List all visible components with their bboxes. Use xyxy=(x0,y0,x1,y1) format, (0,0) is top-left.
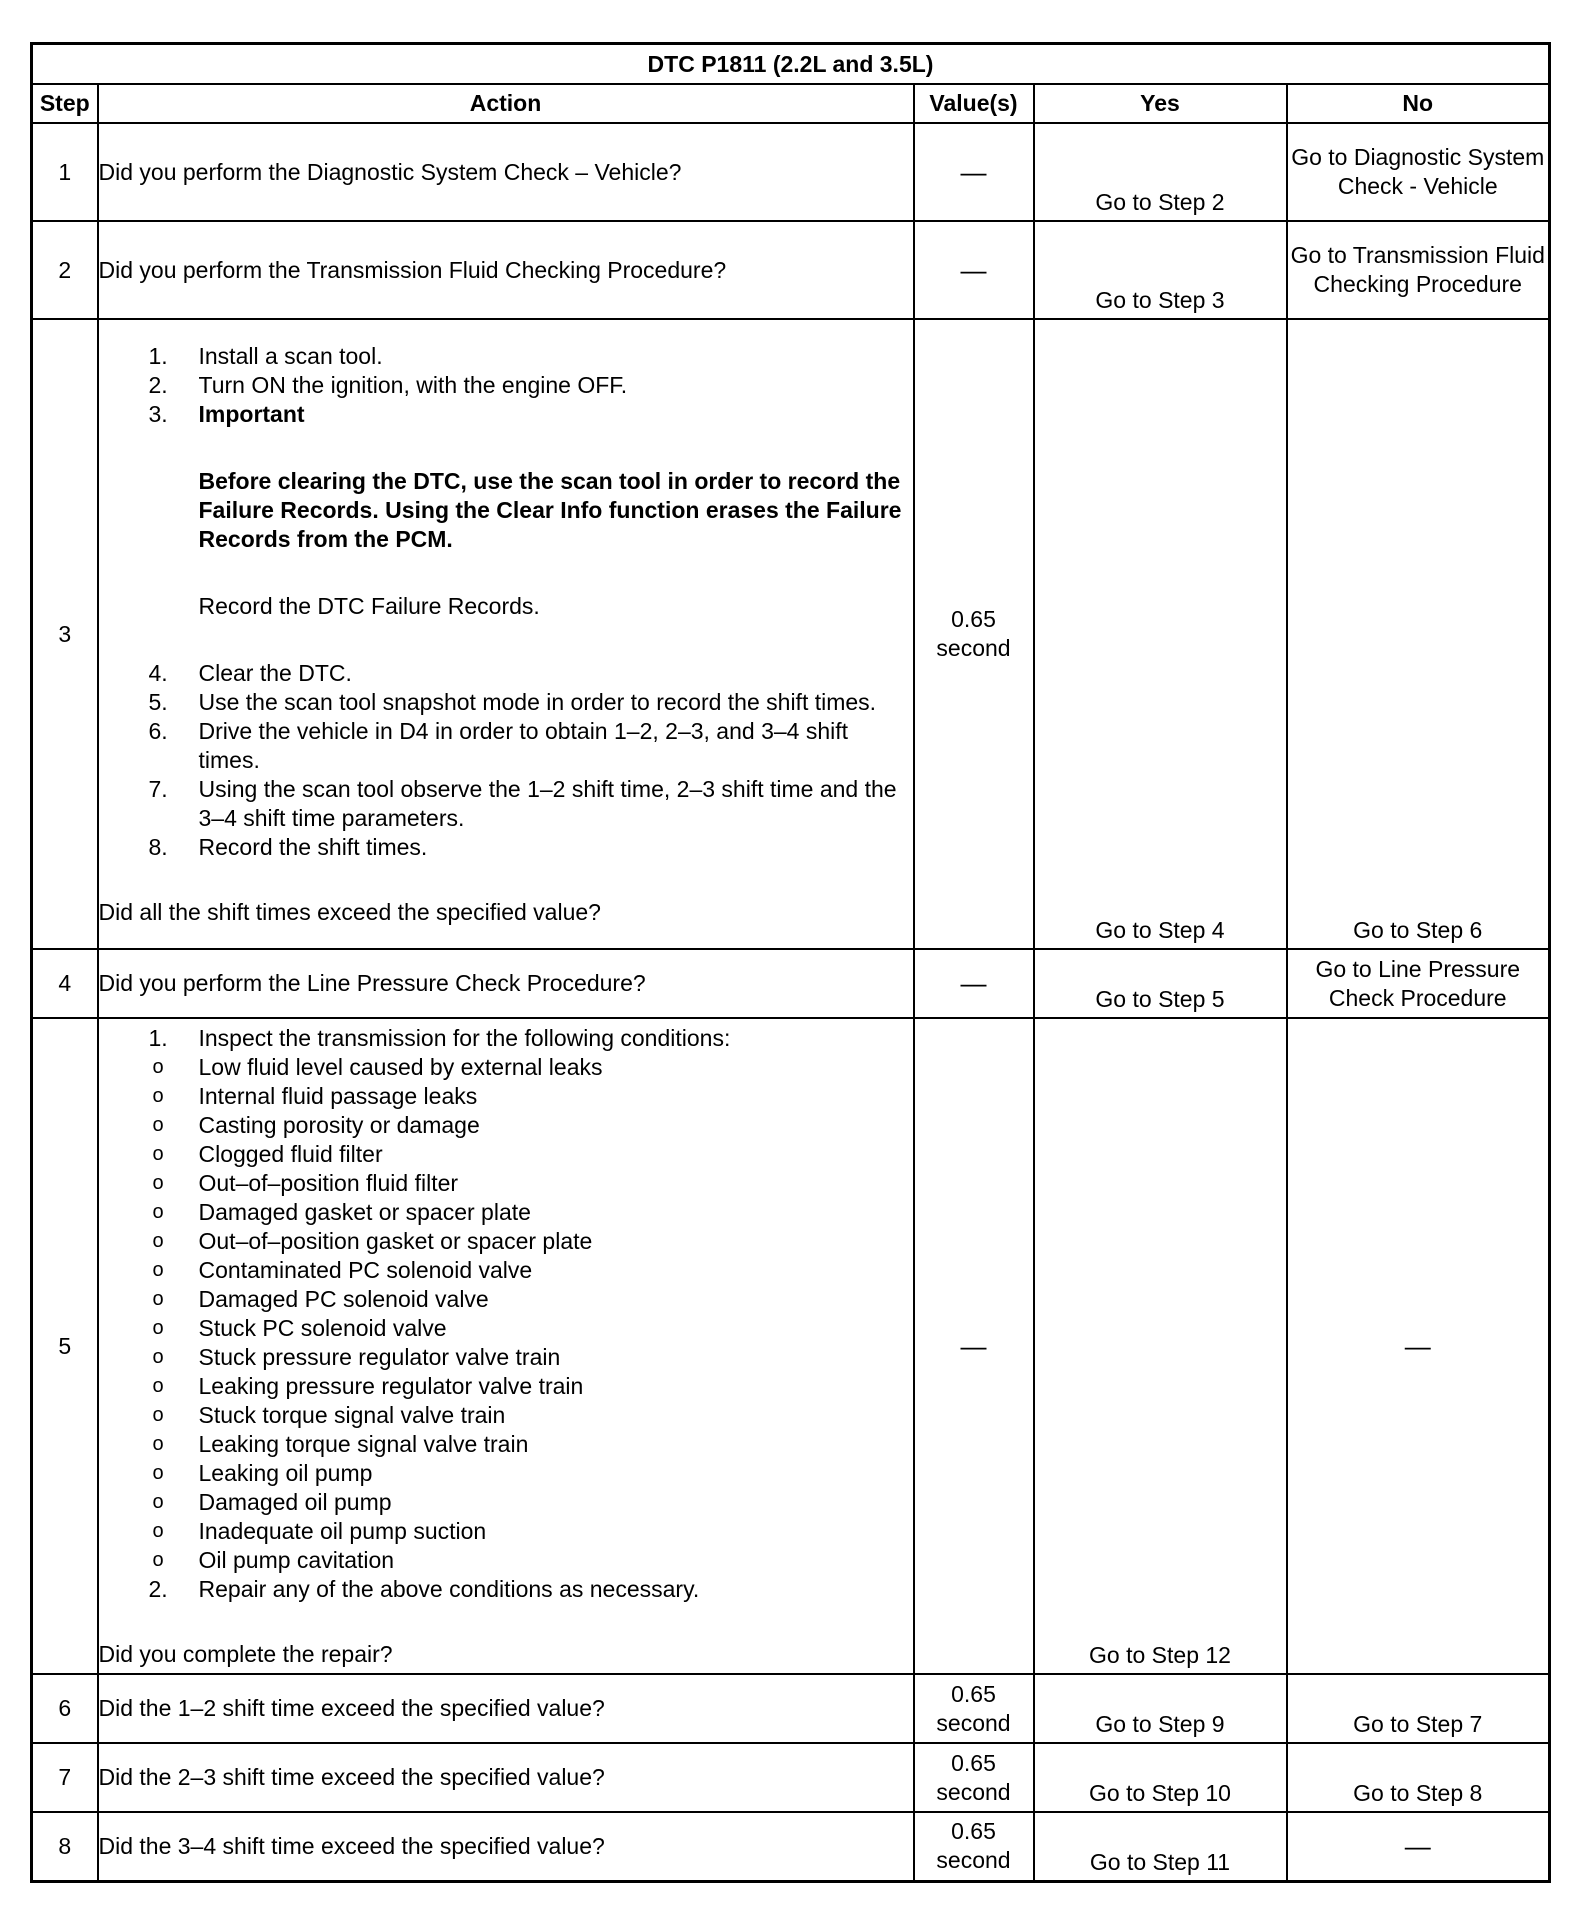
substep-text: Repair any of the above conditions as necessary. xyxy=(198,1575,700,1602)
condition-item xyxy=(99,1227,913,1256)
substep xyxy=(99,400,913,621)
step-number: 2 xyxy=(32,221,98,319)
bullet-icon: o xyxy=(152,1374,164,1397)
bullet-icon: o xyxy=(152,1258,164,1281)
value-cell: 0.65 second xyxy=(914,1743,1034,1812)
bullet-icon: o xyxy=(152,1084,164,1107)
substep-list xyxy=(99,1024,913,1053)
action-cell xyxy=(98,1018,914,1674)
condition-text: Damaged oil pump xyxy=(198,1488,392,1515)
no-cell: Go to Step 8 xyxy=(1287,1743,1550,1812)
substep xyxy=(99,1575,913,1604)
question: Did you perform the Diagnostic System Check – Vehicle? xyxy=(98,158,682,185)
condition-text: Internal fluid passage leaks xyxy=(198,1082,478,1109)
bullet-icon: o xyxy=(152,1229,164,1252)
bullet-icon: o xyxy=(152,1519,164,1542)
condition-text: Leaking torque signal valve train xyxy=(198,1430,529,1457)
condition-text: Stuck torque signal valve train xyxy=(198,1401,506,1428)
step-number: 6 xyxy=(32,1674,98,1743)
important-heading: Important xyxy=(198,400,305,427)
header-yes: Yes xyxy=(1034,84,1287,123)
substep-list xyxy=(99,342,913,862)
table-row xyxy=(32,319,1550,949)
condition-item xyxy=(99,1401,913,1430)
condition-item xyxy=(99,1546,913,1575)
action-cell xyxy=(98,949,914,1018)
condition-item xyxy=(99,1430,913,1459)
yes-cell: Go to Step 4 xyxy=(1034,319,1287,949)
value-cell: 0.65 second xyxy=(914,1812,1034,1881)
bullet-icon: o xyxy=(152,1345,164,1368)
condition-item xyxy=(99,1314,913,1343)
condition-text: Stuck pressure regulator valve train xyxy=(198,1343,561,1370)
table-row xyxy=(32,1674,1550,1743)
substep-text: Inspect the transmission for the following conditions: xyxy=(198,1024,731,1051)
value-cell: — xyxy=(914,221,1034,319)
bullet-icon: o xyxy=(152,1287,164,1310)
substep-number: 1. xyxy=(148,1024,168,1051)
dtc-table xyxy=(30,42,1551,1883)
header-row xyxy=(32,84,1550,123)
condition-item xyxy=(99,1285,913,1314)
table-row xyxy=(32,1812,1550,1881)
condition-text: Out–of–position gasket or spacer plate xyxy=(198,1227,593,1254)
bullet-icon: o xyxy=(152,1461,164,1484)
action-cell xyxy=(98,221,914,319)
condition-text: Out–of–position fluid filter xyxy=(198,1169,459,1196)
substep-number: 4. xyxy=(148,659,168,686)
question: Did you perform the Line Pressure Check Procedure? xyxy=(98,970,646,996)
bullet-icon: o xyxy=(152,1432,164,1455)
value-cell: 0.65 second xyxy=(914,1674,1034,1743)
question: Did the 2–3 shift time exceed the specified value? xyxy=(98,1764,605,1790)
yes-cell: Go to Step 11 xyxy=(1034,1812,1287,1881)
bullet-icon: o xyxy=(152,1142,164,1165)
substep-text: Record the shift times. xyxy=(198,833,428,860)
substep xyxy=(99,833,913,862)
substep-text: Clear the DTC. xyxy=(198,659,352,686)
substep xyxy=(99,1024,913,1053)
condition-item xyxy=(99,1111,913,1140)
condition-text: Inadequate oil pump suction xyxy=(198,1517,487,1544)
yes-cell: Go to Step 2 xyxy=(1034,123,1287,221)
substep-text: Turn ON the ignition, with the engine OFF. xyxy=(198,371,628,398)
condition-item xyxy=(99,1256,913,1285)
bullet-icon: o xyxy=(152,1171,164,1194)
table-row xyxy=(32,1018,1550,1674)
bullet-icon: o xyxy=(152,1113,164,1136)
condition-text: Leaking pressure regulator valve train xyxy=(198,1372,584,1399)
bullet-icon: o xyxy=(152,1403,164,1426)
condition-item xyxy=(99,1140,913,1169)
action-cell xyxy=(98,319,914,949)
condition-text: Leaking oil pump xyxy=(198,1459,373,1486)
condition-item xyxy=(99,1053,913,1082)
question: Did the 1–2 shift time exceed the specified value? xyxy=(98,1695,605,1721)
yes-cell: Go to Step 12 xyxy=(1034,1018,1287,1674)
condition-text: Stuck PC solenoid valve xyxy=(198,1314,447,1341)
header-values: Value(s) xyxy=(914,84,1034,123)
condition-item xyxy=(99,1343,913,1372)
question: Did all the shift times exceed the specified value? xyxy=(98,898,601,925)
step-number: 7 xyxy=(32,1743,98,1812)
substep xyxy=(99,371,913,400)
header-no: No xyxy=(1287,84,1550,123)
question: Did you perform the Transmission Fluid Checking Procedure? xyxy=(98,256,727,283)
step-number: 3 xyxy=(32,319,98,949)
header-action: Action xyxy=(98,84,914,123)
condition-text: Oil pump cavitation xyxy=(198,1546,395,1573)
substep-number: 8. xyxy=(148,833,168,860)
table-row xyxy=(32,123,1550,221)
no-cell: Go to Step 6 xyxy=(1287,319,1550,949)
substep-number: 7. xyxy=(148,775,168,802)
substep-text: Using the scan tool observe the 1–2 shift time, 2–3 shift time and the 3–4 shift time parameters. xyxy=(198,775,897,831)
substep xyxy=(99,717,913,775)
no-cell: — xyxy=(1287,1018,1550,1674)
substep xyxy=(99,775,913,833)
substep-text: Use the scan tool snapshot mode in order to record the shift times. xyxy=(198,688,877,715)
condition-item xyxy=(99,1198,913,1227)
substep xyxy=(99,659,913,688)
table-row xyxy=(32,221,1550,319)
condition-item xyxy=(99,1517,913,1546)
value-cell: — xyxy=(914,949,1034,1018)
step-number: 4 xyxy=(32,949,98,1018)
important-note: Before clearing the DTC, use the scan tool in order to record the Failure Records. Using the Clear Info function erases the Failure Records from the PCM. xyxy=(198,467,902,552)
condition-text: Damaged PC solenoid valve xyxy=(198,1285,489,1312)
condition-text: Clogged fluid filter xyxy=(198,1140,383,1167)
step-number: 1 xyxy=(32,123,98,221)
condition-item xyxy=(99,1488,913,1517)
no-cell: Go to Diagnostic System Check - Vehicle xyxy=(1287,123,1550,221)
substep xyxy=(99,688,913,717)
bullet-icon: o xyxy=(152,1548,164,1571)
important-record: Record the DTC Failure Records. xyxy=(198,592,540,619)
action-cell xyxy=(98,1674,914,1743)
bullet-icon: o xyxy=(152,1316,164,1339)
bullet-icon: o xyxy=(152,1200,164,1223)
substep-number: 3. xyxy=(148,400,168,427)
yes-cell: Go to Step 9 xyxy=(1034,1674,1287,1743)
no-cell: Go to Step 7 xyxy=(1287,1674,1550,1743)
substep-number: 6. xyxy=(148,717,168,744)
yes-cell: Go to Step 3 xyxy=(1034,221,1287,319)
action-cell xyxy=(98,123,914,221)
condition-item xyxy=(99,1459,913,1488)
title-row xyxy=(32,44,1550,85)
substep-text: Drive the vehicle in D4 in order to obtain 1–2, 2–3, and 3–4 shift times. xyxy=(198,717,849,773)
yes-cell: Go to Step 5 xyxy=(1034,949,1287,1018)
step-number: 5 xyxy=(32,1018,98,1674)
bullet-icon: o xyxy=(152,1055,164,1078)
substep-text: Install a scan tool. xyxy=(198,342,383,369)
condition-text: Casting porosity or damage xyxy=(198,1111,480,1138)
no-cell: — xyxy=(1287,1812,1550,1881)
substep-list xyxy=(99,1575,913,1604)
bullet-icon: o xyxy=(152,1490,164,1513)
step-number: 8 xyxy=(32,1812,98,1881)
condition-text: Damaged gasket or spacer plate xyxy=(198,1198,531,1225)
condition-item xyxy=(99,1169,913,1198)
value-cell: 0.65 second xyxy=(914,319,1034,949)
substep-number: 1. xyxy=(148,342,168,369)
condition-item xyxy=(99,1082,913,1111)
value-cell: — xyxy=(914,123,1034,221)
action-cell xyxy=(98,1812,914,1881)
conditions-list xyxy=(99,1053,913,1575)
table-row xyxy=(32,949,1550,1018)
no-cell: Go to Transmission Fluid Checking Procedure xyxy=(1287,221,1550,319)
question: Did you complete the repair? xyxy=(98,1640,393,1667)
no-cell: Go to Line Pressure Check Procedure xyxy=(1287,949,1550,1018)
yes-cell: Go to Step 10 xyxy=(1034,1743,1287,1812)
condition-item xyxy=(99,1372,913,1401)
substep xyxy=(99,342,913,371)
header-step: Step xyxy=(32,84,98,123)
question: Did the 3–4 shift time exceed the specified value? xyxy=(98,1832,605,1859)
condition-text: Low fluid level caused by external leaks xyxy=(198,1053,603,1080)
substep-number: 2. xyxy=(148,1575,168,1602)
value-cell: — xyxy=(914,1018,1034,1674)
substep-number: 5. xyxy=(148,688,168,715)
substep-number: 2. xyxy=(148,371,168,398)
table-row xyxy=(32,1743,1550,1812)
action-cell xyxy=(98,1743,914,1812)
condition-text: Contaminated PC solenoid valve xyxy=(198,1256,533,1283)
table-title: DTC P1811 (2.2L and 3.5L) xyxy=(32,44,1550,85)
